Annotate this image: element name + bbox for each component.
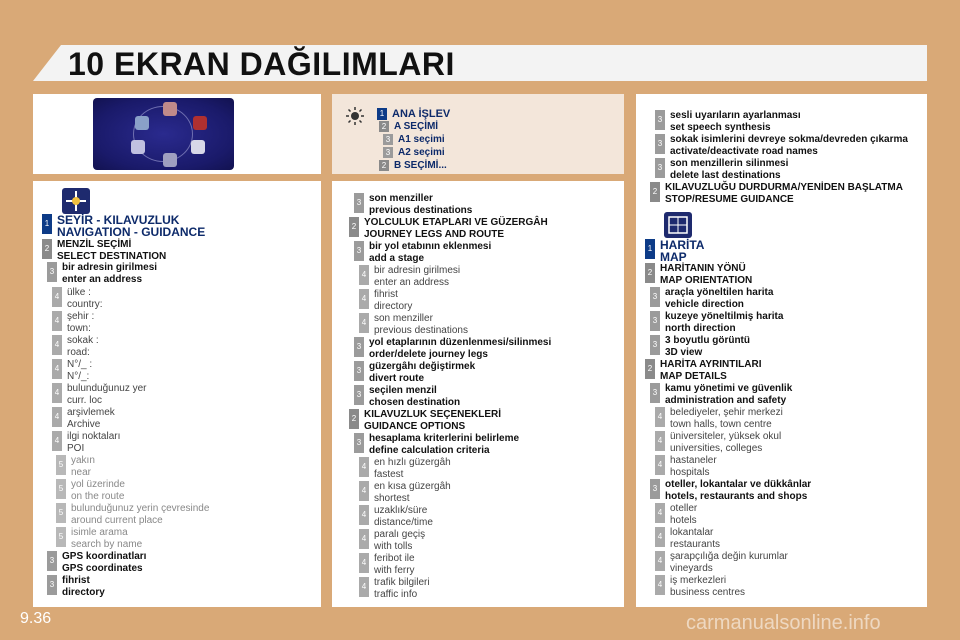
- menu-row: [47, 575, 105, 599]
- menu-row: [52, 311, 94, 335]
- label-secondary: enter an address: [374, 277, 450, 288]
- label-secondary: MAP: [660, 250, 687, 264]
- level-badge: 3: [655, 134, 665, 154]
- label-primary: bir yol etabının eklenmesi: [369, 241, 492, 252]
- label-secondary: country:: [67, 299, 103, 310]
- level-badge: 4: [655, 527, 665, 547]
- label-secondary: with tolls: [374, 541, 413, 552]
- label-primary: paralı geçiş: [374, 529, 426, 540]
- label-secondary: delete last destinations: [670, 170, 781, 181]
- label-primary: uzaklık/süre: [374, 505, 428, 516]
- menu-row-text: [665, 335, 750, 359]
- label-secondary: add a stage: [369, 253, 425, 264]
- page-number: 9.36: [20, 610, 52, 627]
- label-secondary: north direction: [665, 323, 736, 334]
- menu-row: [650, 383, 792, 407]
- menu-row: [655, 158, 788, 182]
- label-primary: lokantalar: [670, 527, 714, 538]
- menu-row: [655, 431, 781, 455]
- menu-row-text: [67, 383, 147, 407]
- level-badge: 5: [56, 527, 66, 547]
- menu-row: [359, 553, 415, 577]
- label-primary: MENZİL SEÇİMİ: [57, 239, 132, 250]
- label-secondary: vineyards: [670, 563, 713, 574]
- label-primary: üniversiteler, yüksek okul: [670, 431, 782, 442]
- label-primary: KILAVUZLUĞU DURDURMA/YENİDEN BAŞLATMA: [665, 182, 903, 193]
- menu-row: [354, 361, 475, 385]
- level-badge: 4: [52, 359, 62, 379]
- label-secondary: search by name: [71, 539, 143, 550]
- menu-row: [42, 214, 205, 238]
- menu-row: [349, 409, 501, 433]
- label-primary: şarapçılığa değin kurumlar: [670, 551, 788, 562]
- menu-row: [655, 407, 783, 431]
- level-badge: 5: [56, 503, 66, 523]
- menu-row-text: [660, 239, 704, 263]
- label-secondary: on the route: [71, 491, 125, 502]
- label-secondary: business centres: [670, 587, 746, 598]
- label-secondary: road:: [67, 347, 90, 358]
- label-secondary: directory: [62, 587, 105, 598]
- menu-row-text: [67, 335, 99, 359]
- label-primary: son menziller: [369, 193, 433, 204]
- level-badge: 5: [56, 479, 66, 499]
- label-secondary: divert route: [369, 373, 425, 384]
- label-secondary: Archive: [67, 419, 101, 430]
- label-primary: ülke :: [67, 287, 91, 298]
- level-badge: 4: [52, 335, 62, 355]
- label-primary: yakın: [71, 455, 95, 466]
- ana-islev-label: B SEÇİMİ...: [394, 160, 447, 171]
- menu-row-text: [374, 265, 460, 289]
- level-badge: 3: [383, 134, 393, 145]
- menu-row-text: [369, 385, 460, 409]
- menu-row: [359, 289, 412, 313]
- label-primary: oteller: [670, 503, 698, 514]
- menu-row: [645, 263, 752, 287]
- label-primary: sokak isimlerini devreye sokma/devreden çıkarma: [670, 134, 908, 145]
- lock-icon: [193, 116, 207, 130]
- label-secondary: order/delete journey legs: [369, 349, 488, 360]
- watermark: carmanualsonline.info: [686, 612, 881, 634]
- label-primary: seçilen menzil: [369, 385, 437, 396]
- label-primary: bulunduğunuz yer: [67, 383, 147, 394]
- level-badge: 4: [52, 287, 62, 307]
- menu-row-text: [369, 337, 551, 361]
- level-badge: 3: [383, 147, 393, 158]
- label-secondary: shortest: [374, 493, 410, 504]
- label-primary: son menzillerin silinmesi: [670, 158, 789, 169]
- label-primary: en kısa güzergâh: [374, 481, 451, 492]
- label-secondary: set speech synthesis: [670, 122, 771, 133]
- label-secondary: curr. loc: [67, 395, 103, 406]
- menu-row: [56, 503, 209, 527]
- menu-row: [650, 479, 811, 503]
- menu-row-text: [57, 214, 205, 238]
- level-badge: 4: [655, 503, 665, 523]
- warning-icon: [135, 116, 149, 130]
- level-badge: 4: [359, 265, 369, 285]
- menu-row-text: [665, 287, 773, 311]
- label-primary: GPS koordinatları: [62, 551, 147, 562]
- map-section-icon: [664, 212, 692, 238]
- level-badge: 3: [650, 311, 660, 331]
- menu-row: [650, 182, 903, 206]
- menu-row: [359, 265, 460, 289]
- menu-row: [47, 262, 157, 286]
- level-badge: 3: [354, 385, 364, 405]
- label-secondary: traffic info: [374, 589, 418, 600]
- label-secondary: vehicle direction: [665, 299, 744, 310]
- label-secondary: with ferry: [374, 565, 415, 576]
- level-badge: 3: [354, 193, 364, 213]
- menu-row-text: [369, 193, 472, 217]
- label-secondary: MAP ORIENTATION: [660, 275, 753, 286]
- label-primary: N°/_ :: [67, 359, 93, 370]
- level-badge: 2: [645, 263, 655, 283]
- label-primary: HARİTA: [660, 238, 705, 252]
- level-badge: 3: [650, 479, 660, 499]
- label-primary: bir adresin girilmesi: [374, 265, 461, 276]
- label-primary: araçla yöneltilen harita: [665, 287, 774, 298]
- label-secondary: directory: [374, 301, 413, 312]
- menu-row-text: [369, 241, 491, 265]
- ana-islev-title: ANA İŞLEV: [392, 108, 451, 120]
- level-badge: 3: [47, 262, 57, 282]
- label-primary: arşivlemek: [67, 407, 115, 418]
- menu-row-text: [364, 217, 548, 241]
- label-secondary: STOP/RESUME GUIDANCE: [665, 194, 794, 205]
- menu-row: [650, 335, 750, 359]
- menu-row-text: [67, 359, 92, 383]
- label-secondary: JOURNEY LEGS AND ROUTE: [364, 229, 505, 240]
- label-primary: ilgi noktaları: [67, 431, 121, 442]
- menu-row-text: [670, 110, 801, 134]
- menu-row-text: [670, 575, 745, 599]
- ana-islev-title-row: [377, 108, 450, 120]
- menu-row: [42, 239, 166, 263]
- level-badge: 3: [47, 575, 57, 595]
- menu-row: [655, 503, 697, 527]
- level-badge: 2: [349, 409, 359, 429]
- menu-row: [52, 335, 99, 359]
- label-secondary: around current place: [71, 515, 163, 526]
- level-badge: 4: [52, 311, 62, 331]
- menu-row: [359, 481, 451, 505]
- level-badge: 4: [655, 407, 665, 427]
- label-secondary: universities, colleges: [670, 443, 763, 454]
- menu-row: [359, 505, 433, 529]
- menu-row: [354, 385, 460, 409]
- level-badge: 1: [645, 239, 655, 259]
- menu-row: [655, 527, 720, 551]
- menu-row-text: [71, 455, 95, 479]
- label-primary: iş merkezleri: [670, 575, 727, 586]
- ana-islev-row: [383, 134, 445, 146]
- menu-row: [52, 359, 92, 383]
- level-badge: 3: [650, 383, 660, 403]
- label-primary: fihrist: [374, 289, 398, 300]
- label-primary: kuzeye yöneltilmiş harita: [665, 311, 784, 322]
- level-badge: 2: [42, 239, 52, 259]
- menu-row-text: [670, 431, 781, 455]
- menu-row: [56, 527, 142, 551]
- menu-row-text: [670, 551, 788, 575]
- label-secondary: restaurants: [670, 539, 721, 550]
- menu-row: [354, 241, 491, 265]
- menu-row-text: [670, 134, 908, 158]
- label-primary: son menziller: [374, 313, 433, 324]
- label-secondary: 3D view: [665, 347, 703, 358]
- menu-row: [349, 217, 548, 241]
- level-badge: 4: [655, 551, 665, 571]
- ana-islev-label: A2 seçimi: [398, 147, 445, 158]
- menu-row-text: [670, 527, 720, 551]
- label-secondary: define calculation criteria: [369, 445, 490, 456]
- level-badge: 3: [655, 158, 665, 178]
- menu-row-text: [374, 577, 430, 601]
- label-primary: fihrist: [62, 575, 90, 586]
- menu-row-text: [660, 359, 761, 383]
- menu-row-text: [62, 262, 157, 286]
- label-primary: YOLCULUK ETAPLARI VE GÜZERGÂH: [364, 217, 548, 228]
- label-secondary: administration and safety: [665, 395, 787, 406]
- menu-row-text: [665, 383, 792, 407]
- label-secondary: previous destinations: [374, 325, 468, 336]
- menu-row-text: [62, 575, 105, 599]
- label-primary: hesaplama kriterlerini belirleme: [369, 433, 520, 444]
- level-badge: 1: [377, 108, 387, 120]
- menu-row-text: [364, 409, 501, 433]
- level-badge: 2: [379, 121, 389, 132]
- label-primary: trafik bilgileri: [374, 577, 430, 588]
- menu-row-text: [374, 289, 412, 313]
- level-badge: 2: [349, 217, 359, 237]
- label-secondary: MAP DETAILS: [660, 371, 727, 382]
- label-primary: yol etaplarının düzenlenmesi/silinmesi: [369, 337, 552, 348]
- menu-row: [52, 407, 115, 431]
- label-secondary: distance/time: [374, 517, 433, 528]
- label-secondary: town halls, town centre: [670, 419, 772, 430]
- level-badge: 4: [52, 407, 62, 427]
- page-title: 10 EKRAN DAĞILIMLARI: [68, 46, 455, 82]
- menu-row-text: [665, 311, 783, 335]
- menu-row: [650, 287, 773, 311]
- menu-row-text: [374, 553, 415, 577]
- menu-row-text: [67, 311, 94, 335]
- menu-row: [645, 359, 761, 383]
- menu-row-text: [71, 503, 209, 527]
- menu-row: [47, 551, 146, 575]
- menu-row-text: [62, 551, 146, 575]
- menu-row: [655, 575, 745, 599]
- label-secondary: enter an address: [62, 274, 143, 285]
- menu-row: [52, 431, 120, 455]
- menu-row-text: [71, 527, 142, 551]
- label-secondary: town:: [67, 323, 91, 334]
- label-primary: feribot ile: [374, 553, 415, 564]
- menu-row: [52, 383, 147, 407]
- menu-row-text: [71, 479, 125, 503]
- label-primary: sokak :: [67, 335, 99, 346]
- label-primary: yol üzerinde: [71, 479, 125, 490]
- menu-row-text: [369, 433, 519, 457]
- label-primary: güzergâhı değiştirmek: [369, 361, 476, 372]
- label-primary: SEYİR - KILAVUZLUK: [57, 213, 180, 227]
- level-badge: 3: [47, 551, 57, 571]
- level-badge: 4: [359, 577, 369, 597]
- label-secondary: NAVIGATION - GUIDANCE: [57, 225, 206, 239]
- menu-row-text: [67, 287, 103, 311]
- menu-row: [359, 577, 430, 601]
- label-secondary: activate/deactivate road names: [670, 146, 818, 157]
- level-badge: 3: [354, 241, 364, 261]
- menu-row: [354, 193, 472, 217]
- level-badge: 4: [359, 289, 369, 309]
- level-badge: 2: [650, 182, 660, 202]
- label-secondary: chosen destination: [369, 397, 461, 408]
- level-badge: 3: [354, 433, 364, 453]
- level-badge: 4: [359, 481, 369, 501]
- menu-row: [56, 479, 125, 503]
- label-secondary: fastest: [374, 469, 404, 480]
- navigation-icon: [163, 102, 177, 116]
- label-primary: 3 boyutlu görüntü: [665, 335, 750, 346]
- menu-row-text: [374, 457, 451, 481]
- label-primary: HARİTANIN YÖNÜ: [660, 263, 746, 274]
- label-primary: şehir :: [67, 311, 95, 322]
- menu-row: [52, 287, 103, 311]
- label-secondary: SELECT DESTINATION: [57, 251, 167, 262]
- navigation-guidance-icon: [62, 188, 90, 214]
- menu-row-text: [670, 407, 783, 431]
- ana-islev-row: [383, 147, 445, 159]
- ana-islev-row: [379, 121, 438, 133]
- menu-row: [354, 433, 519, 457]
- level-badge: 3: [354, 337, 364, 357]
- level-badge: 3: [354, 361, 364, 381]
- label-primary: isimle arama: [71, 527, 128, 538]
- ana-islev-label: A SEÇİMİ: [394, 121, 439, 132]
- menu-row: [645, 239, 704, 263]
- menu-row: [359, 457, 451, 481]
- menu-row: [655, 455, 717, 479]
- label-primary: kamu yönetimi ve güvenlik: [665, 383, 793, 394]
- level-badge: 5: [56, 455, 66, 475]
- menu-row-text: [665, 182, 903, 206]
- ana-islev-row: [379, 160, 447, 172]
- level-badge: 2: [379, 160, 389, 171]
- menu-row-text: [670, 158, 788, 182]
- level-badge: 3: [650, 287, 660, 307]
- label-primary: sesli uyarıların ayarlanması: [670, 110, 801, 121]
- panel-ana-islev: [332, 94, 624, 174]
- menu-row: [354, 337, 551, 361]
- level-badge: 4: [359, 505, 369, 525]
- sun-icon: [345, 106, 365, 126]
- trash-icon: [163, 153, 177, 167]
- ana-islev-label: A1 seçimi: [398, 134, 445, 145]
- label-secondary: N°/_:: [67, 371, 90, 382]
- menu-row-text: [67, 407, 115, 431]
- label-primary: bir adresin girilmesi: [62, 262, 158, 273]
- label-primary: KILAVUZLUK SEÇENEKLERİ: [364, 409, 502, 420]
- menu-row: [655, 134, 908, 158]
- menu-row-text: [369, 361, 475, 385]
- display-screen-image: [93, 98, 234, 170]
- menu-row: [655, 551, 788, 575]
- label-secondary: hotels, restaurants and shops: [665, 491, 808, 502]
- menu-row-text: [374, 529, 425, 553]
- label-primary: belediyeler, şehir merkezi: [670, 407, 783, 418]
- level-badge: 4: [52, 383, 62, 403]
- label-secondary: hospitals: [670, 467, 710, 478]
- menu-row-text: [670, 503, 697, 527]
- level-badge: 4: [359, 457, 369, 477]
- menu-row: [655, 110, 801, 134]
- menu-row-text: [374, 313, 468, 337]
- menu-row-text: [374, 505, 433, 529]
- level-badge: 4: [359, 553, 369, 573]
- level-badge: 3: [650, 335, 660, 355]
- level-badge: 2: [645, 359, 655, 379]
- label-secondary: near: [71, 467, 92, 478]
- label-primary: bulunduğunuz yerin çevresinde: [71, 503, 210, 514]
- menu-row-text: [670, 455, 717, 479]
- menu-row: [650, 311, 783, 335]
- label-secondary: hotels: [670, 515, 697, 526]
- level-badge: 4: [359, 313, 369, 333]
- label-primary: HARİTA AYRINTILARI: [660, 359, 762, 370]
- level-badge: 4: [655, 431, 665, 451]
- label-secondary: GUIDANCE OPTIONS: [364, 421, 466, 432]
- label-primary: en hızlı güzergâh: [374, 457, 451, 468]
- level-badge: 1: [42, 214, 52, 234]
- label-primary: hastaneler: [670, 455, 717, 466]
- label-secondary: GPS coordinates: [62, 563, 143, 574]
- menu-row: [359, 529, 425, 553]
- level-badge: 4: [655, 455, 665, 475]
- menu-row: [359, 313, 468, 337]
- label-secondary: POI: [67, 443, 85, 454]
- menu-row-text: [660, 263, 752, 287]
- menu-row-text: [374, 481, 451, 505]
- label-secondary: previous destinations: [369, 205, 473, 216]
- menu-row-text: [67, 431, 120, 455]
- settings-icon: [191, 140, 205, 154]
- menu-row-text: [57, 239, 166, 263]
- level-badge: 4: [655, 575, 665, 595]
- level-badge: 3: [655, 110, 665, 130]
- menu-row: [56, 455, 95, 479]
- menu-row-text: [665, 479, 811, 503]
- level-badge: 4: [52, 431, 62, 451]
- level-badge: 4: [359, 529, 369, 549]
- map-icon: [131, 140, 145, 154]
- label-primary: oteller, lokantalar ve dükkânlar: [665, 479, 812, 490]
